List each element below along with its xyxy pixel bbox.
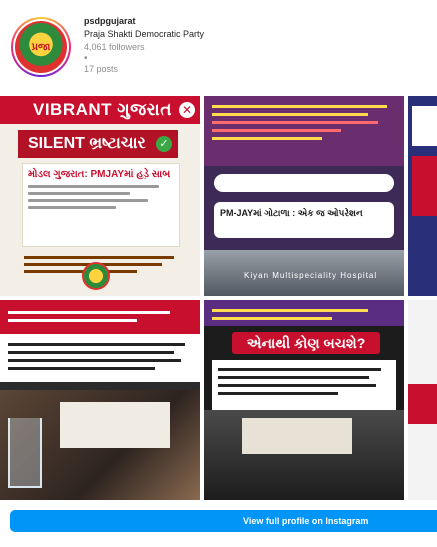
post-header [204,96,404,166]
post-card [22,163,180,247]
view-full-profile-button[interactable]: View full profile on Instagram [10,510,437,532]
banner-text: VIBRANT ગુજરાત [33,100,172,119]
card-title: મોડલ ગુજરાત: PMJAYમાં હડ઼ે સાબ [28,169,171,180]
posts-grid [0,96,437,500]
cross-icon: ✕ [179,102,195,118]
post-label-text: PM-JAYમાં ગોટાળા : એક જ ઓપરેશન [220,208,363,218]
post-header [0,300,200,334]
username[interactable]: psdpgujarat [84,16,136,26]
check-icon: ✓ [156,136,172,152]
profile-info [84,15,204,76]
post-tile[interactable] [408,300,437,500]
party-logo-icon [82,262,110,290]
profile-header [0,0,437,96]
post-headline [18,130,178,158]
profile-avatar[interactable] [11,17,71,77]
post-title: એનાથી કોણ બચશે? [232,332,380,354]
post-tile[interactable] [204,96,404,296]
followers-count: 4,061 followers [84,42,145,52]
newspaper-clipping [242,418,352,454]
hospital-sign: Kiyan Multispeciality Hospital [244,271,378,280]
newspaper-clipping [60,402,170,448]
quote-bubble [214,174,394,192]
post-banner [0,96,200,124]
post-body [0,334,200,382]
separator-dot: • [84,53,88,64]
party-logo [15,21,67,73]
post-label [214,202,394,238]
post-body [212,360,396,412]
avatar-text: પ્રજા [31,41,51,53]
post-tile[interactable] [408,96,437,296]
headline-text: SILENT ભ્રષ્ટાચાર [28,135,146,152]
post-tile[interactable] [204,300,404,500]
posts-count: 17 posts [84,64,119,74]
post-header [204,300,404,326]
post-tile[interactable] [0,300,200,500]
full-name: Praja Shakti Democratic Party [84,29,205,39]
glass-icon [8,418,42,488]
post-tile[interactable] [0,96,200,296]
